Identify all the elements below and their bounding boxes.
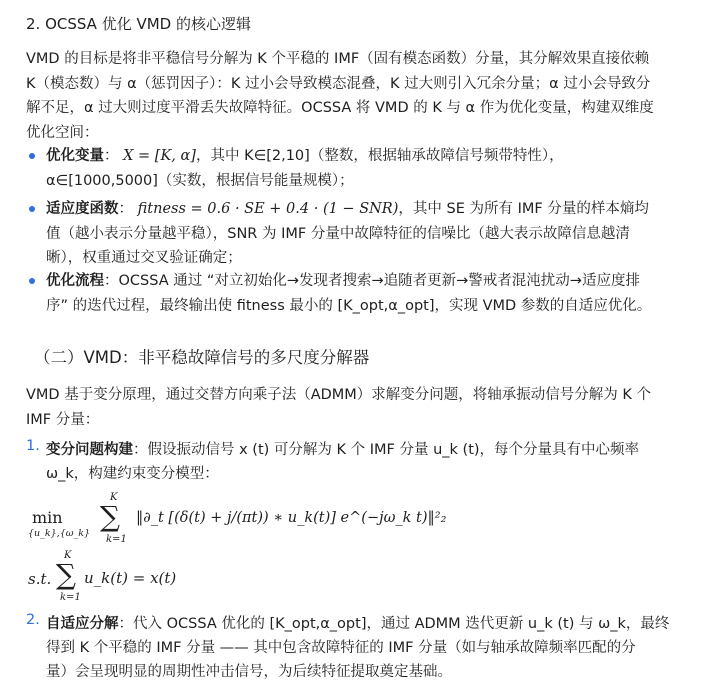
bullet-label: 适应度函数 xyxy=(46,201,119,217)
bullet-sep: ： xyxy=(118,201,133,217)
item-text-2: 得到 K 个平稳的 IMF 分量 —— 其中包含故障特征的 IMF 分量（如与轴承故障频率匹配的分 xyxy=(46,640,636,656)
bullet-sep: ： xyxy=(104,148,119,164)
bullet-dot-icon xyxy=(29,278,35,284)
section-heading: 2. OCSSA 优化 VMD 的核心逻辑 xyxy=(26,15,252,33)
intro-line-4: 优化空间： xyxy=(26,124,99,141)
intro-line-3: 解不足，α 过大则过度平滑丢失故障特征。OCSSA 将 VMD 的 K 与 α 作为优化变量，构建双维度 xyxy=(26,100,654,116)
bullet-text-cont: 值（越小表示分量越平稳），SNR 为 IMF 分量中故障特征的信噪比（越大表示故障信息越清 xyxy=(46,225,630,242)
vmd-intro-line-2: IMF 分量： xyxy=(26,411,100,428)
intro-line-2: K（模态数）与 α（惩罚因子）：K 过小会导致模态混叠，K 过大则引入冗余分量；α 过小会导致分 xyxy=(26,75,651,92)
bullet-label: 优化流程 xyxy=(46,273,104,289)
item-text-1: ：代入 OCSSA 优化的 [K_opt,α_opt]，通过 ADMM 迭代更新 u_k (t) 与 ω_k，最终 xyxy=(118,616,670,632)
item-number: 2. xyxy=(26,612,40,628)
bullet-label: 优化变量 xyxy=(46,148,104,164)
formula-min-sub: {u_k},{ω_k} xyxy=(28,528,91,539)
intro-line-1: VMD 的目标是将非平稳信号分解为 K 个平稳的 IMF（固有模态函数）分量，其分解效果直接依赖 xyxy=(26,51,650,67)
bullet-dot-icon xyxy=(29,206,35,212)
bullet-item-process xyxy=(26,269,714,318)
item-text-2: ω_k，构建约束变分模型： xyxy=(46,466,219,482)
item-text xyxy=(46,438,694,486)
formula-sum: ∑ xyxy=(56,558,76,591)
bullet-text: ，其中 SE 为所有 IMF 分量的样本熵均 xyxy=(398,201,649,217)
intro-paragraph xyxy=(26,47,694,145)
formula-st-body: u_k(t) = x(t) xyxy=(84,569,177,587)
bullet-text: ，其中 K∈[2,10]（整数，根据轴承故障信号频带特性）， xyxy=(195,148,564,164)
bullet-dot-icon xyxy=(29,153,35,159)
formula-variational-model xyxy=(26,490,447,550)
formula-sum: ∑ xyxy=(100,500,120,533)
bullet-text: OCSSA 通过 “对立初始化→发现者搜索→追随者更新→警戒者混沌扰动→适应度排 xyxy=(118,273,640,289)
formula-sum-bot: k=1 xyxy=(60,592,81,603)
bullet-text-cont: α∈[1000,5000]（实数，根据信号能量规模）； xyxy=(46,172,354,189)
bullet-item-variables xyxy=(26,144,714,193)
formula-body: ‖∂_t [(δ(t) + j/(πt)) ∗ u_k(t)] e^(−jω_k t)‖²₂ xyxy=(136,510,447,526)
formula-min: min xyxy=(32,508,63,527)
bullet-item-fitness xyxy=(26,197,714,271)
item-number: 1. xyxy=(26,438,40,454)
vmd-intro-paragraph xyxy=(26,383,694,432)
bullet-text-cont: 晰），权重通过交叉验证确定； xyxy=(46,250,242,266)
formula-sum-top: K xyxy=(110,492,118,503)
vmd-intro-line-1: VMD 基于变分原理，通过交替方向乘子法（ADMM）求解变分问题，将轴承振动信号分解为 K 个 xyxy=(26,387,652,403)
item-label: 自适应分解 xyxy=(46,616,119,632)
bullet-text-cont: 序” 的迭代过程，最终输出使 fitness 最小的 [K_opt,α_opt]，实现 VMD 参数的自适应优化。 xyxy=(46,297,652,314)
subsection-heading: （二）VMD：非平稳故障信号的多尺度分解器 xyxy=(34,348,370,367)
bullet-sep: ： xyxy=(104,273,119,289)
item-label: 变分问题构建 xyxy=(46,442,133,458)
formula-st: s.t. xyxy=(28,570,52,588)
formula-constraint xyxy=(26,550,326,608)
item-text xyxy=(46,612,694,684)
formula-sum-top: K xyxy=(64,550,72,561)
item-text-1: ：假设振动信号 x (t) 可分解为 K 个 IMF 分量 u_k (t)，每个分量具有中心频率 xyxy=(133,442,640,458)
math-fitness: fitness = 0.6 · SE + 0.4 · (1 − SNR) xyxy=(137,201,399,217)
item-text-3: 量）会呈现明显的周期性冲击信号，为后续特征提取奠定基础。 xyxy=(46,664,452,680)
formula-sum-bot: k=1 xyxy=(106,534,127,545)
math-variables: X = [K, α] xyxy=(123,148,196,164)
